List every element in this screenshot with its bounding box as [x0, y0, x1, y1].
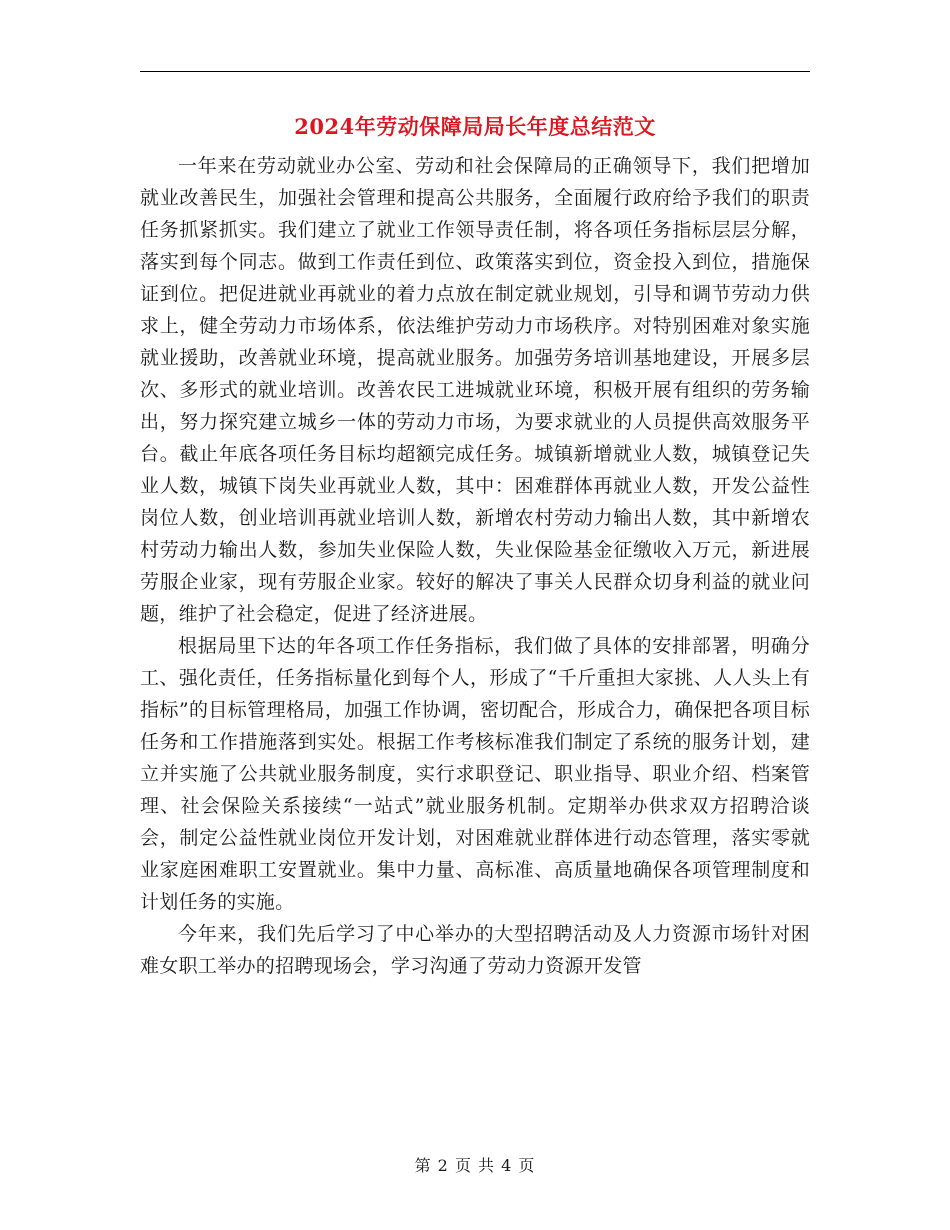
paragraph-2: 根据局里下达的年各项工作任务指标，我们做了具体的安排部署，明确分工、强化责任，任务指标量化到每个人，形成了“千斤重担大家挑、人人头上有指标”的目标管理格局，加强工作协调，密切配合，形成合力，确保把各项目标任务和工作措施落到实处。根据工作考核标准我们制定了系统的服务计划，建立并实施了公共就业服务制度，实行求职登记、职业指导、职业介绍、档案管理、社会保险关系接续“一站式”就业服务机制。定期举办供求双方招聘洽谈会，制定公益性就业岗位开发计划，对困难就业群体进行动态管理，落实零就业家庭困难职工安置就业。集中力量、高标准、高质量地确保各项管理制度和计划任务的实施。: [140, 635, 810, 913]
document-body: [140, 150, 810, 982]
paragraph-3: 今年来，我们先后学习了中心举办的大型招聘活动及人力资源市场针对困难女职工举办的招聘现场会，学习沟通了劳动力资源开发管: [140, 923, 810, 977]
page-number-footer: 第 2 页 共 4 页: [414, 1156, 536, 1175]
document-title: 2024年劳动保障局局长年度总结范文: [294, 114, 656, 139]
header-rule: [140, 71, 810, 72]
paragraph-1: 一年来在劳动就业办公室、劳动和社会保障局的正确领导下，我们把增加就业改善民生，加强社会管理和提高公共服务，全面履行政府给予我们的职责任务抓紧抓实。我们建立了就业工作领导责任制，将各项任务指标层层分解，落实到每个同志。做到工作责任到位、政策落实到位，资金投入到位，措施保证到位。把促进就业再就业的着力点放在制定就业规划，引导和调节劳动力供求上，健全劳动力市场体系，依法维护劳动力市场秩序。对特别困难对象实施就业援助，改善就业环境，提高就业服务。加强劳务培训基地建设，开展多层次、多形式的就业培训。改善农民工进城就业环境，积极开展有组织的劳务输出，努力探究建立城乡一体的劳动力市场，为要求就业的人员提供高效服务平台。截止年底各项任务目标均超额完成任务。城镇新增就业人数，城镇登记失业人数，城镇下岗失业再就业人数，其中：困难群体再就业人数，开发公益性岗位人数，创业培训再就业培训人数，新增农村劳动力输出人数，其中新增农村劳动力输出人数，参加失业保险人数，失业保险基金征缴收入万元，新进展劳服企业家，现有劳服企业家。较好的解决了事关人民群众切身利益的就业问题，维护了社会稳定，促进了经济进展。: [140, 155, 810, 625]
